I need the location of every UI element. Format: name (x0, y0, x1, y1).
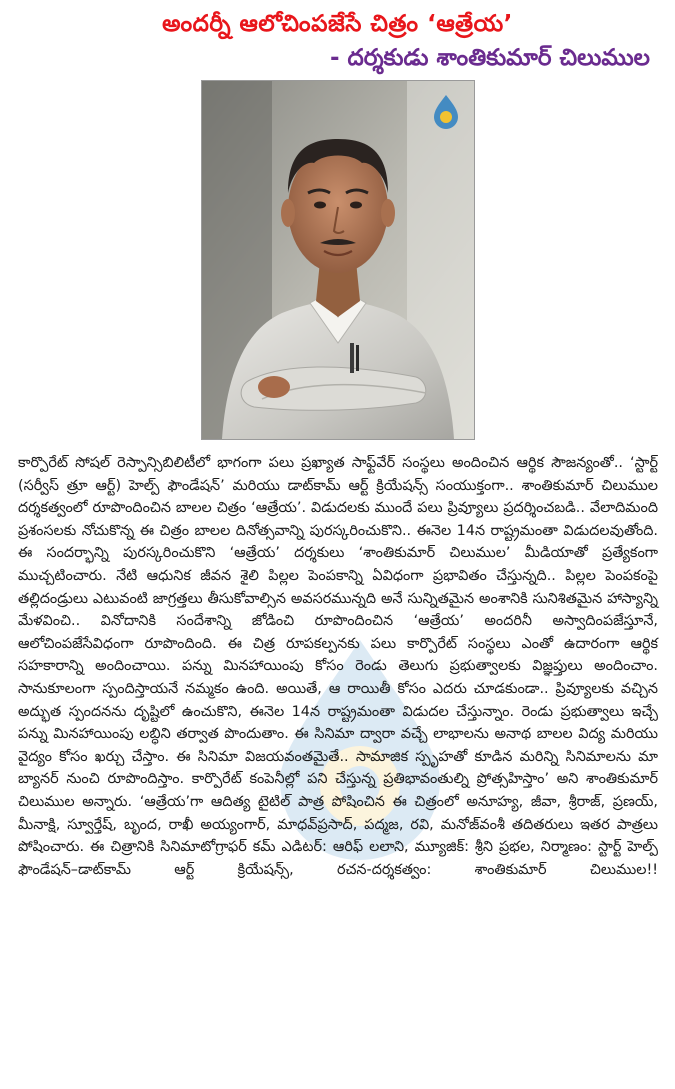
article-headline: అందర్నీ ఆలోచింపజేసే చిత్రం ‘ఆత్రేయ’ (162, 11, 513, 37)
portrait-illustration (202, 81, 474, 439)
director-photo (201, 80, 475, 440)
article-paragraph: కార్పొరేట్ సోషల్ రెస్పాన్సిబిలిటీలో భాగంగా పలు ప్రఖ్యాత సాఫ్ట్‌వేర్ సంస్థలు అందించిన ఆర్థిక సౌజన్యంతో.. ‘స్టార్ట్ (సర్వీస్ త్రూ ఆర్ట్) హెల్ప్ ఫౌండేషన్’ మరియు డాట్‌కామ్ ఆర్ట్ క్రియేషన్స్ సంయుక్తంగా.. శాంతికుమార్ చిలుముల దర్శకత్వంలో రూపొందించిన బాలల చిత్రం ‘ఆత్రేయ’. విడుదలకు ముందే పలు ప్రివ్యూలు ప్రదర్శించబడి.. వేలాదిమంది ప్రశంసలకు నోచుకొన్న ఈ చిత్రం బాలల దినోత్సవాన్ని పురస్కరించుకొని.. ఈనెల 14న రాష్ట్రమంతా విడుదలవుతోంది. ఈ సందర్భాన్ని పురస్కరించుకొని ‘ఆత్రేయ’ దర్శకులు ‘శాంతికుమార్ చిలుముల’ మీడియాతో ప్రత్యేకంగా ముచ్చటించారు. నేటి ఆధునిక జీవన శైలి పిల్లల పెంపకాన్ని ఏవిధంగా ప్రభావితం చేస్తున్నది.. పిల్లల పెంపకంపై తల్లిదండ్రులు ఎటువంటి జాగ్రత్తలు తీసుకోవాల్సిన అవసరమున్నది అనే సున్నితమైన అంశానికి సునిశితమైన హాస్యాన్ని మేళవించి.. వినోదానికి సందేశాన్ని జోడించి రూపొందించిన ‘ఆత్రేయ’ అందరినీ అస్వాదింపజేస్తూనే, ఆలోచింపజేసేవిధంగా రూపొందింది. ఈ చిత్ర రూపకల్పనకు పలు కార్పొరేట్ సంస్థలు ఎంతో ఉదారంగా ఆర్థిక సహకారాన్ని అందించాయి. పన్ను మినహాయింపు కోసం రెండు తెలుగు ప్రభుత్వాలకు విజ్ఞప్తులు అందించాం. సానుకూలంగా స్పందిస్తాయనే నమ్మకం ఉంది. అయితే, ఆ రాయితీ కోసం ఎదరు చూడకుండా.. ప్రివ్యూలకు వచ్చిన అద్భుత స్పందనను దృష్టిలో ఉంచుకొని, ఈనెల 14న రాష్ట్రమంతా విడుదల చేస్తున్నాం. రెండు ప్రభుత్వాలు ఇచ్చే పన్ను మినహాయింపు లబ్ధిని తర్వాత పొందుతాం. ఈ సినిమా ద్వారా వచ్చే లాభాలను అనాథ బాలల విద్య మరియు వైద్యం కోసం ఖర్చు చేస్తాం. ఈ సినిమా విజయవంతమైతే.. సామాజిక స్పృహతో కూడిన మరిన్ని సినిమాలను మా బ్యానర్ నుంచి రూపొందిస్తాం. కార్పొరేట్ కంపెనీల్లో పని చేస్తున్న ప్రతిభావంతుల్ని ప్రోత్సహిస్తాం’ అని శాంతికుమార్ చిలుముల అన్నారు. ‘ఆత్రేయ’గా ఆదిత్య టైటిల్ పాత్ర పోషించిన ఈ చిత్రంలో అనూహ్య, జీవా, శ్రీరాజ్, ప్రణయ్, మీనాక్షి, స్వూర్తేష్, బృంద, రాఖీ అయ్యంగార్, మాధవ్‌ప్రసాద్, పద్మజ, రవి, మనోజ్‌వంశీ తదితరులు ఇతర పాత్రలు పోషించారు. ఈ చిత్రానికి సినిమాటోగ్రాఫర్ కమ్ ఎడిటర్: ఆరిఫ్ లలాని, మ్యూజిక్: శ్రీని ప్రభల, నిర్మాణం: స్టార్ట్ హెల్ప్ ఫౌండేషన్–డాట్‌కామ్ ఆర్ట్ క్రియేషన్స్, రచన-దర్శకత్వం: శాంతికుమార్ చిలుముల!! (18, 455, 658, 878)
article-subhead: - దర్శకుడు శాంతికుమార్ చిలుముల (329, 45, 650, 71)
article-body (18, 452, 658, 881)
